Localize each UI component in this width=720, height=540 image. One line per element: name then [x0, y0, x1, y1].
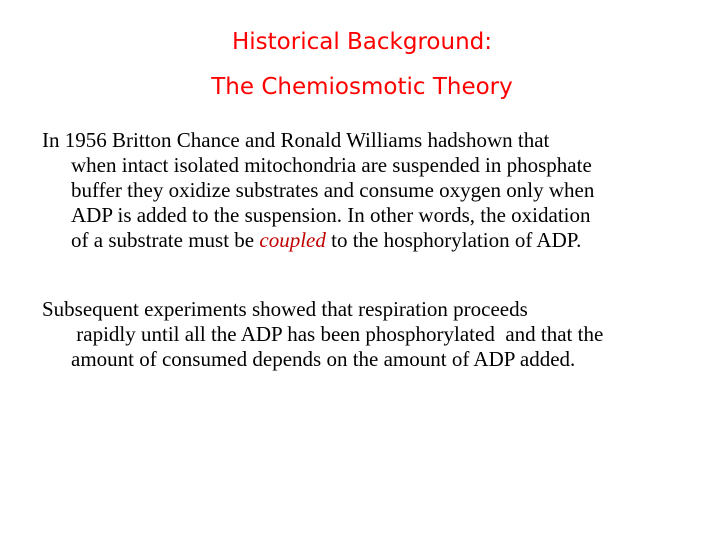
paragraph-line: when intact isolated mitochondria are suspended in phosphate: [71, 153, 592, 177]
paragraph-line: buffer they oxidize substrates and consume oxygen only when: [71, 178, 595, 202]
paragraph-line-coupled: [42, 228, 702, 253]
slide-subtitle: The Chemiosmotic Theory: [211, 74, 513, 100]
slide-title: Historical Background:: [231, 29, 492, 55]
paragraph-chance-williams: [42, 128, 702, 253]
paragraph-line: Subsequent experiments showed that respiration proceeds: [42, 297, 528, 321]
line-text-before: of a substrate must be: [71, 228, 260, 252]
paragraph-line: In 1956 Britton Chance and Ronald Williams hadshown that: [42, 128, 550, 152]
paragraph-line: rapidly until all the ADP has been phosphorylated and that the: [71, 322, 604, 346]
paragraph-line: amount of consumed depends on the amount of ADP added.: [71, 347, 576, 371]
coupled-emphasis: coupled: [259, 228, 326, 252]
paragraph-subsequent-experiments: [42, 297, 702, 372]
paragraph-line: ADP is added to the suspension. In other words, the oxidation: [71, 203, 591, 227]
line-text-after: to the hosphorylation of ADP.: [325, 228, 582, 252]
